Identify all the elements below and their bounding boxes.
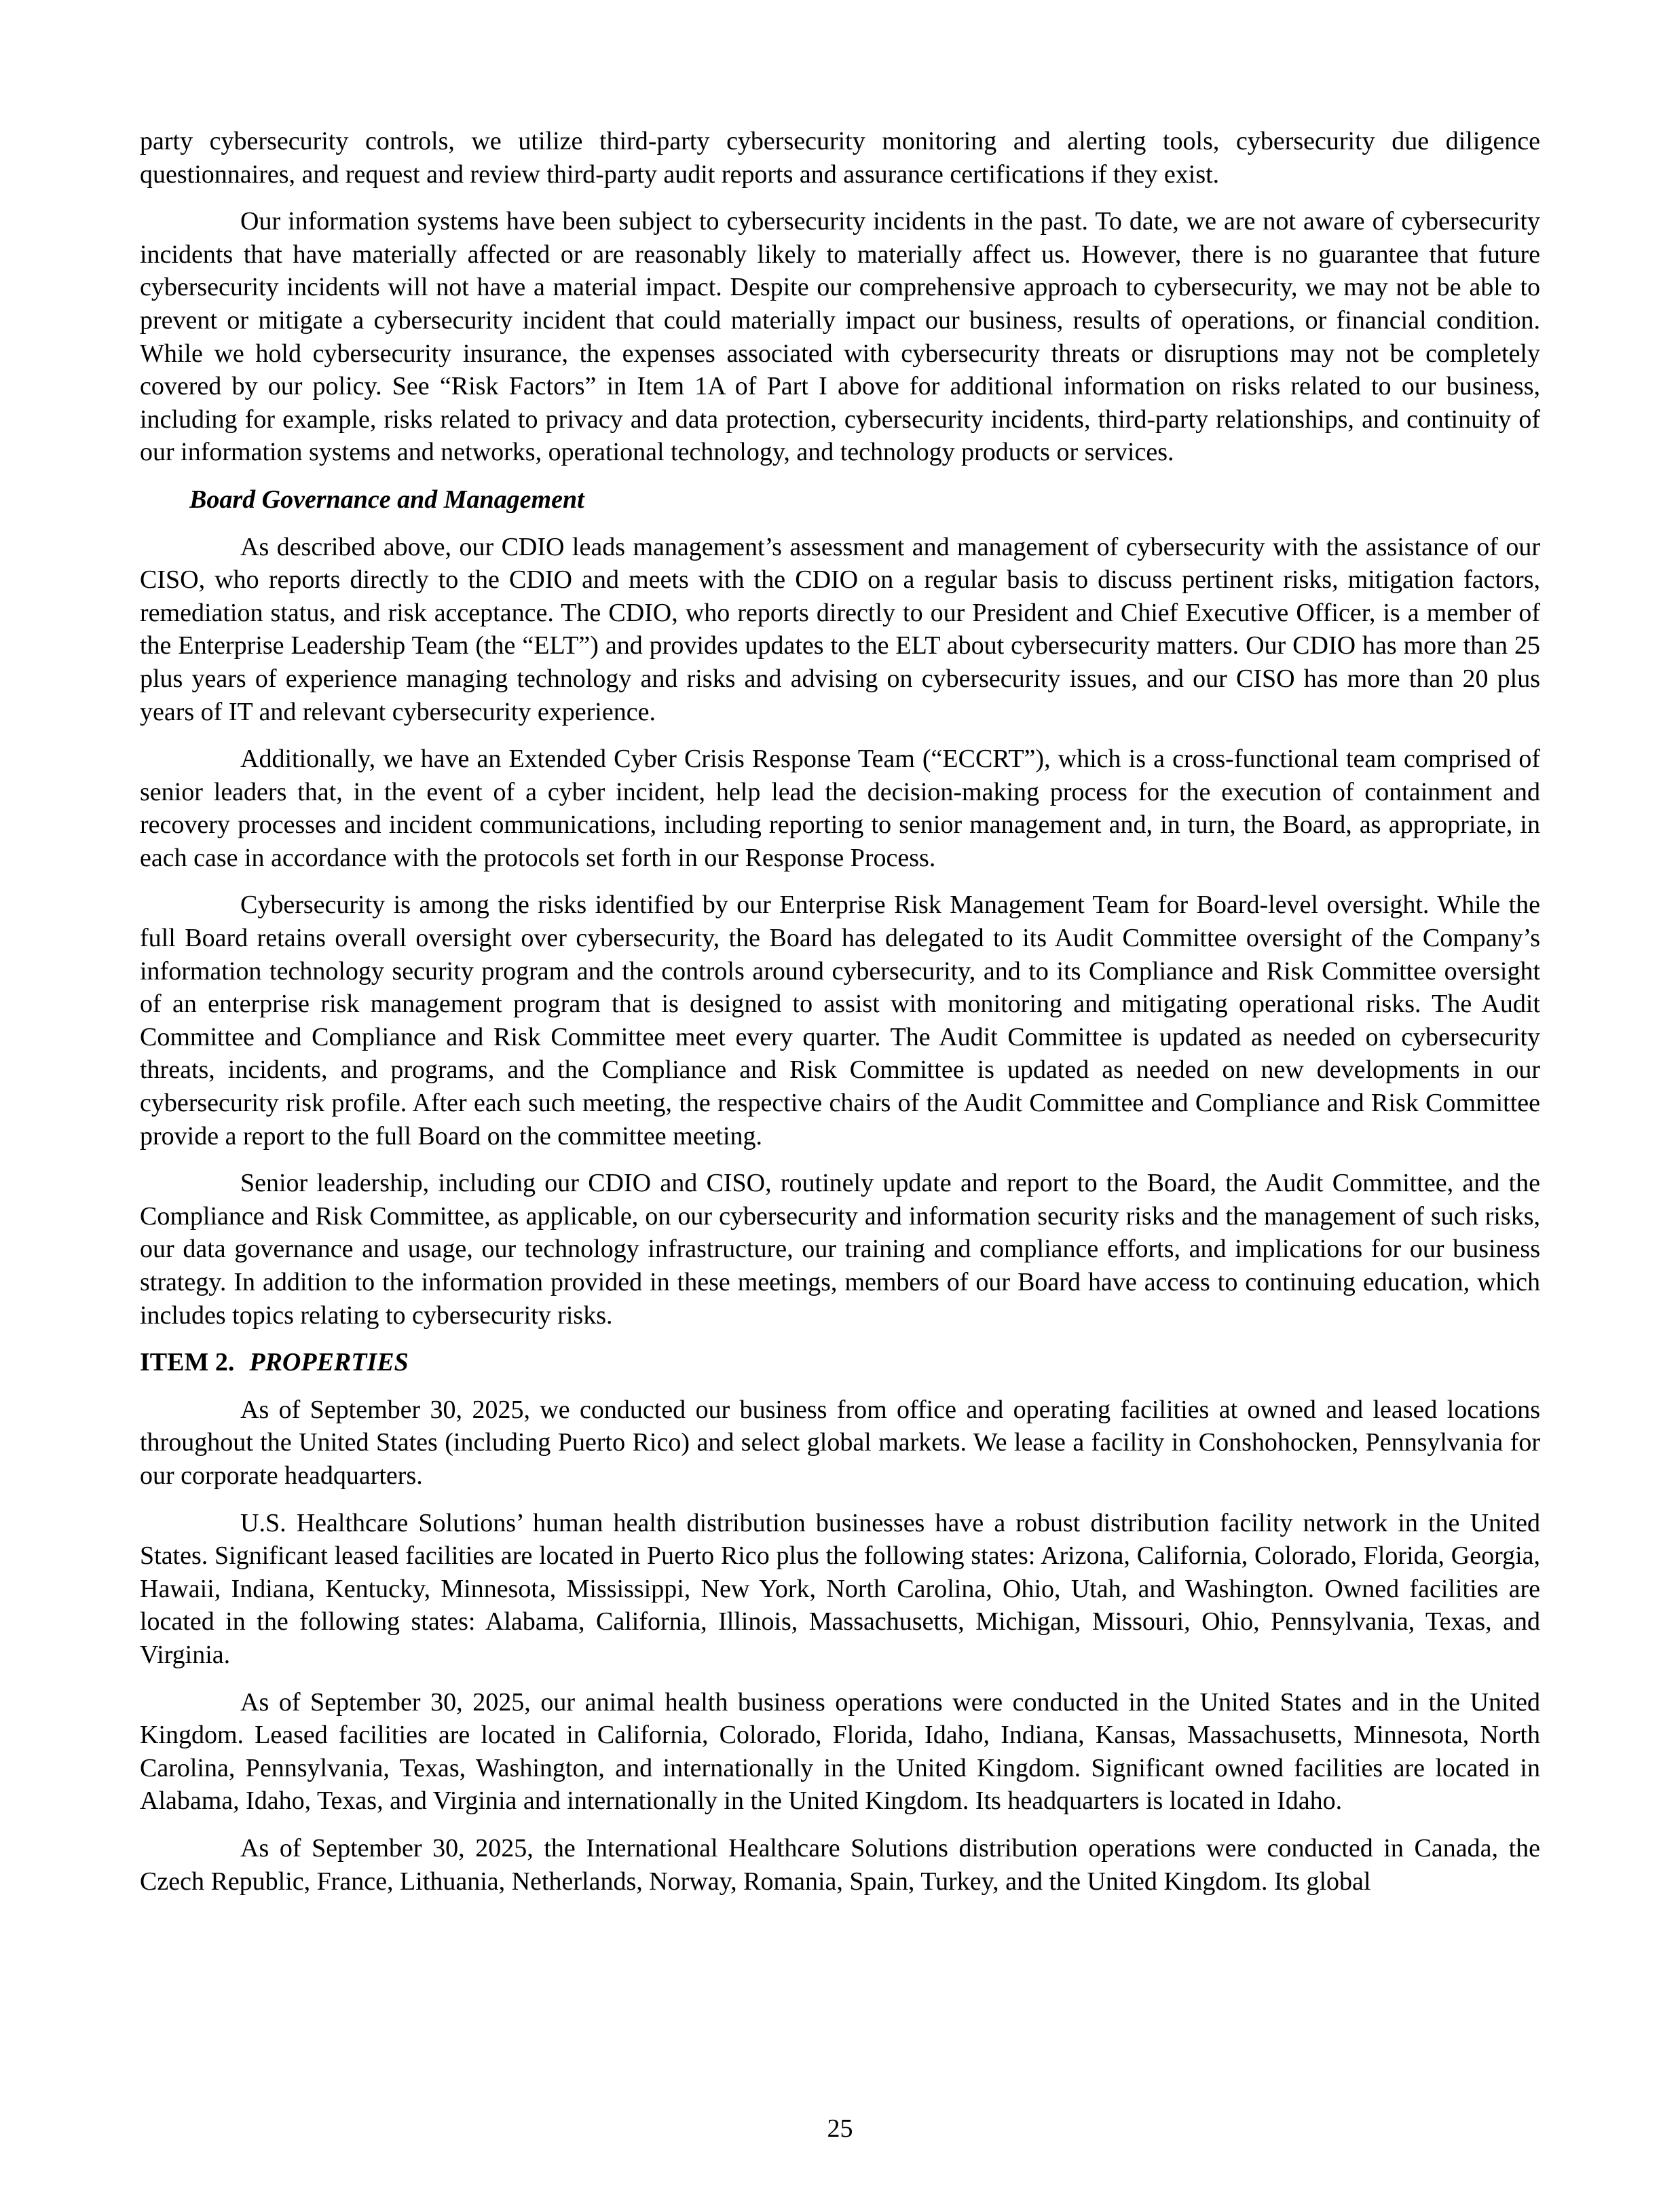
paragraph-board-oversight: Cybersecurity is among the risks identified by our Enterprise Risk Management Team for Board-level oversight. While the full Board retains overall oversight over cybersecurity, the Board has delegated to its Audit Committee oversight of the Company’s information technology security program and the controls around cybersecurity, and to its Compliance and Risk Committee oversight of an enterprise risk management program that is designed to assist with monitoring and mitigating operational risks. The Audit Committee and Compliance and Risk Committee meet every quarter. The Audit Committee is updated as needed on cybersecurity threats, incidents, and programs, and the Compliance and Risk Committee is updated as needed on new developments in our cybersecurity risk profile. After each such meeting, the respective chairs of the Audit Committee and Compliance and Risk Committee provide a report to the full Board on the committee meeting. xyxy=(140,891,1540,1150)
page-number: 25 xyxy=(827,2114,853,2143)
item-2-title: PROPERTIES xyxy=(249,1348,409,1377)
document-page xyxy=(140,125,1540,1912)
paragraph-senior-leadership: Senior leadership, including our CDIO and CISO, routinely update and report to the Board, the Audit Committee, and the Compliance and Risk Committee, as applicable, on our cybersecurity and information security risks and the management of such risks, our data governance and usage, our technology infrastructure, our training and compliance efforts, and implications for our business strategy. In addition to the information provided in these meetings, members of our Board have access to continuing education, which includes topics relating to cybersecurity risks. xyxy=(140,1169,1540,1330)
paragraph-international-operations: As of September 30, 2025, the International Healthcare Solutions distribution operations were conducted in Canada, the Czech Republic, France, Lithuania, Netherlands, Norway, Romania, Spain, Turkey, and the United Kingdom. Its global xyxy=(140,1833,1540,1896)
board-governance-heading: Board Governance and Management xyxy=(189,485,584,514)
paragraph-cdio-ciso: As described above, our CDIO leads management’s assessment and management of cybersecurity with the assistance of our CISO, who reports directly to the CDIO and meets with the CDIO on a regular basis to discuss pertinent risks, mitigation factors, remediation status, and risk acceptance. The CDIO, who reports directly to our President and Chief Executive Officer, is a member of the Enterprise Leadership Team (the “ELT”) and provides updates to the ELT about cybersecurity matters. Our CDIO has more than 25 plus years of experience managing technology and risks and advising on cybersecurity issues, and our CISO has more than 20 plus years of IT and relevant cybersecurity experience. xyxy=(140,532,1540,726)
paragraph-third-party-controls: party cybersecurity controls, we utilize third-party cybersecurity monitoring and alerting tools, cybersecurity due diligence questionnaires, and request and review third-party audit reports and assurance certifications if they exist. xyxy=(140,127,1540,189)
paragraph-past-incidents: Our information systems have been subject to cybersecurity incidents in the past. To date, we are not aware of cybersecurity incidents that have materially affected or are reasonably likely to materially affect us. However, there is no guarantee that future cybersecurity incidents will not have a material impact. Despite our comprehensive approach to cybersecurity, we may not be able to prevent or mitigate a cybersecurity incident that could materially impact our business, results of operations, or financial condition. While we hold cybersecurity insurance, the expenses associated with cybersecurity threats or disruptions may not be completely covered by our policy. See “Risk Factors” in Item 1A of Part I above for additional information on risks related to our business, including for example, risks related to privacy and data protection, cybersecurity incidents, third-party relationships, and continuity of our information systems and networks, operational technology, and technology products or services. xyxy=(140,207,1540,467)
paragraph-us-healthcare-facilities: U.S. Healthcare Solutions’ human health distribution businesses have a robust distribution facility network in the United States. Significant leased facilities are located in Puerto Rico plus the following states: Arizona, California, Colorado, Florida, Georgia, Hawaii, Indiana, Kentucky, Minnesota, Mississippi, New York, North Carolina, Ohio, Utah, and Washington. Owned facilities are located in the following states: Alabama, California, Illinois, Massachusetts, Michigan, Missouri, Ohio, Pennsylvania, Texas, and Virginia. xyxy=(140,1508,1540,1669)
item-2-heading xyxy=(140,1346,1540,1379)
paragraph-eccrt: Additionally, we have an Extended Cyber Crisis Response Team (“ECCRT”), which is a cross-functional team comprised of senior leaders that, in the event of a cyber incident, help lead the decision-making process for the execution of containment and recovery processes and incident communications, including reporting to senior management and, in turn, the Board, as appropriate, in each case in accordance with the protocols set forth in our Response Process. xyxy=(140,745,1540,872)
paragraph-animal-health-facilities: As of September 30, 2025, our animal health business operations were conducted in the United States and in the United Kingdom. Leased facilities are located in California, Colorado, Florida, Idaho, Indiana, Kansas, Massachusetts, Minnesota, North Carolina, Pennsylvania, Texas, Washington, and internationally in the United Kingdom. Significant owned facilities are located in Alabama, Idaho, Texas, and Virginia and internationally in the United Kingdom. Its headquarters is located in Idaho. xyxy=(140,1687,1540,1816)
item-2-label: ITEM 2. xyxy=(140,1348,235,1377)
paragraph-corporate-headquarters: As of September 30, 2025, we conducted our business from office and operating facilities at owned and leased locations throughout the United States (including Puerto Rico) and select global markets. We lease a facility in Conshohocken, Pennsylvania for our corporate headquarters. xyxy=(140,1395,1540,1490)
